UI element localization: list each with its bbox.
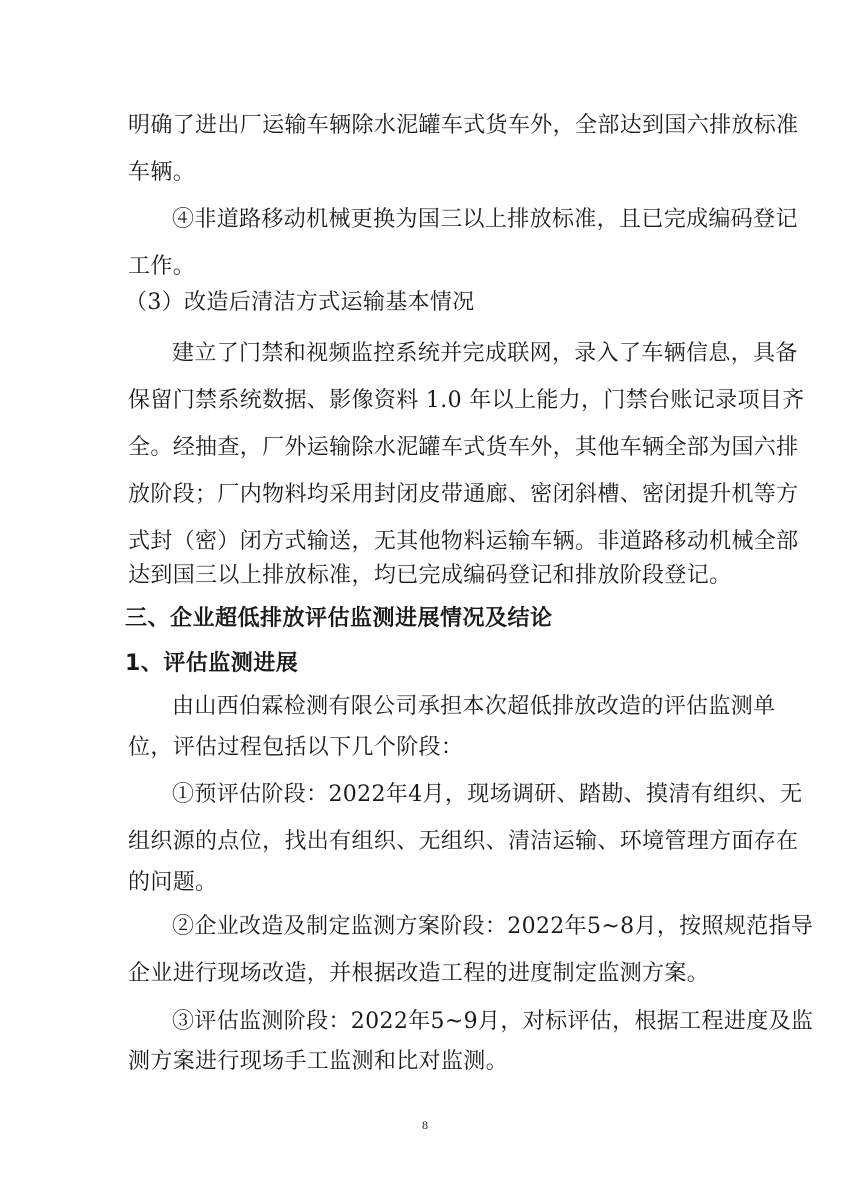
body-text-line: ①预评估阶段：2022年4月，现场调研、踏勘、摸清有组织、无 <box>172 782 803 807</box>
section-subtitle: （3）改造后清洁方式运输基本情况 <box>125 290 475 315</box>
body-text-line: 保留门禁系统数据、影像资料 1.0 年以上能力，门禁台账记录项目齐 <box>128 388 805 413</box>
page-number: 8 <box>422 1118 428 1132</box>
body-text-line: 企业进行现场改造，并根据改造工程的进度制定监测方案。 <box>128 961 710 986</box>
body-text-line: 放阶段；厂内物料均采用封闭皮带通廊、密闭斜槽、密闭提升机等方 <box>128 482 799 507</box>
body-text-line: 全。经抽查，厂外运输除水泥罐车式货车外，其他车辆全部为国六排 <box>128 435 799 460</box>
body-text-line: 车辆。 <box>128 160 196 185</box>
body-text-line: ③评估监测阶段：2022年5~9月，对标评估，根据工程进度及监 <box>172 1009 814 1034</box>
body-text-line: 建立了门禁和视频监控系统并完成联网，录入了车辆信息，具备 <box>172 341 798 366</box>
section-heading: 三、企业超低排放评估监测进展情况及结论 <box>125 606 553 631</box>
body-text-line: ④非道路移动机械更换为国三以上排放标准，且已完成编码登记 <box>172 207 798 232</box>
body-text-line: 达到国三以上排放标准，均已完成编码登记和排放阶段登记。 <box>128 563 732 588</box>
body-text-line: 明确了进出厂运输车辆除水泥罐车式货车外，全部达到国六排放标准 <box>128 113 799 138</box>
body-text-line: ②企业改造及制定监测方案阶段：2022年5~8月，按照规范指导 <box>172 914 814 939</box>
body-text-line: 式封（密）闭方式输送，无其他物料运输车辆。非道路移动机械全部 <box>128 529 799 554</box>
body-text-line: 测方案进行现场手工监测和比对监测。 <box>128 1049 508 1074</box>
body-text-line: 位，评估过程包括以下几个阶段： <box>128 735 464 760</box>
body-text-line: 的问题。 <box>128 870 218 895</box>
body-text-line: 组织源的点位，找出有组织、无组织、清洁运输、环境管理方面存在 <box>128 829 799 854</box>
body-text-line: 工作。 <box>128 254 196 279</box>
body-text-line: 由山西伯霖检测有限公司承担本次超低排放改造的评估监测单 <box>172 694 776 719</box>
subsection-heading: 1、评估监测进展 <box>125 651 299 676</box>
